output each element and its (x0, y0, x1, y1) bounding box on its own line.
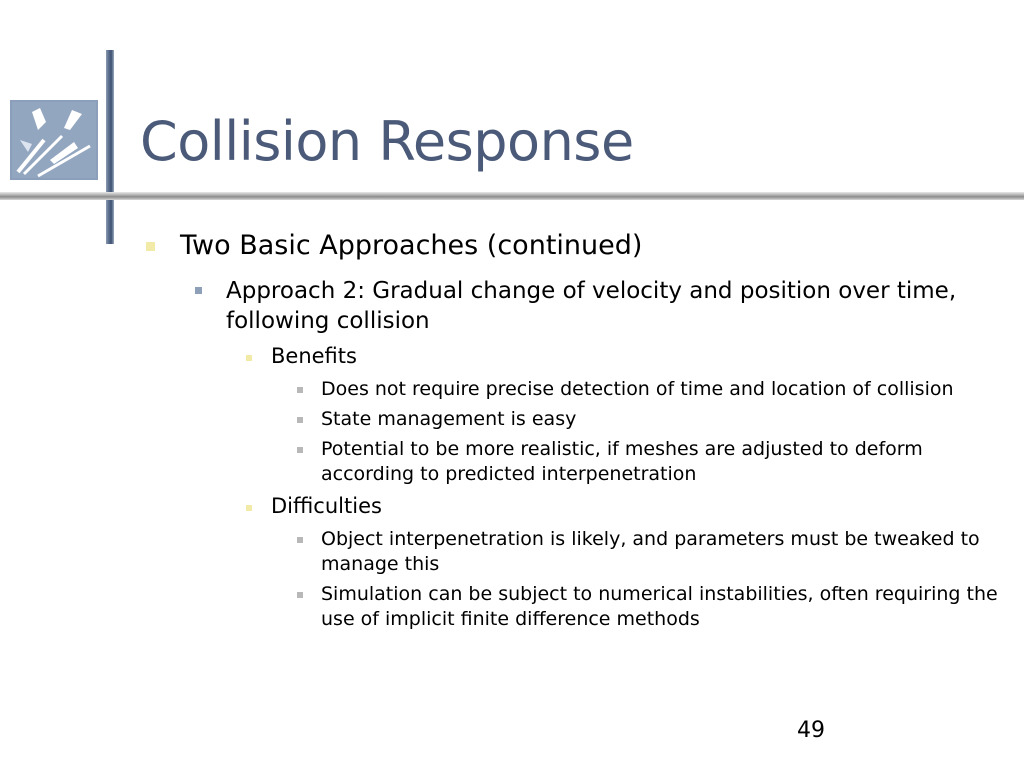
bullet-text: Approach 2: Gradual change of velocity and position over time, following collision (226, 278, 957, 334)
bullet-marker-icon (246, 355, 252, 361)
benefit-item (321, 377, 1011, 402)
bullet-text: Benefits (271, 344, 357, 368)
bullet-text: State management is easy (321, 408, 577, 430)
bullet-marker-icon (246, 505, 252, 511)
benefit-item (321, 407, 1011, 432)
difficulty-item (321, 527, 1011, 577)
bullet-text: Simulation can be subject to numerical instabilities, often requiring the use of implicit finite difference methods (321, 583, 998, 630)
bullet-marker-icon (297, 387, 303, 393)
bullet-marker-icon (297, 417, 303, 423)
bullet-level1 (180, 230, 642, 261)
bullet-text: Two Basic Approaches (continued) (180, 230, 643, 261)
bullet-marker-icon (146, 242, 155, 251)
slide-title: Collision Response (140, 110, 634, 173)
bullet-level2 (226, 276, 986, 336)
page-number: 49 (797, 718, 825, 743)
bullet-marker-icon (297, 447, 303, 453)
difficulty-item (321, 582, 1011, 632)
bullet-marker-icon (297, 537, 303, 543)
bullet-benefits (271, 344, 357, 368)
bullet-marker-icon (297, 592, 303, 598)
bullet-text: Potential to be more realistic, if meshes are adjusted to deform according to predicted interpenetration (321, 438, 923, 485)
bullet-text: Object interpenetration is likely, and parameters must be tweaked to manage this (321, 528, 980, 575)
bullet-text: Difficulties (271, 494, 382, 518)
benefit-item (321, 437, 1011, 487)
bullet-text: Does not require precise detection of time and location of collision (321, 378, 954, 400)
bullet-marker-icon (195, 287, 202, 294)
bullet-difficulties (271, 494, 382, 518)
